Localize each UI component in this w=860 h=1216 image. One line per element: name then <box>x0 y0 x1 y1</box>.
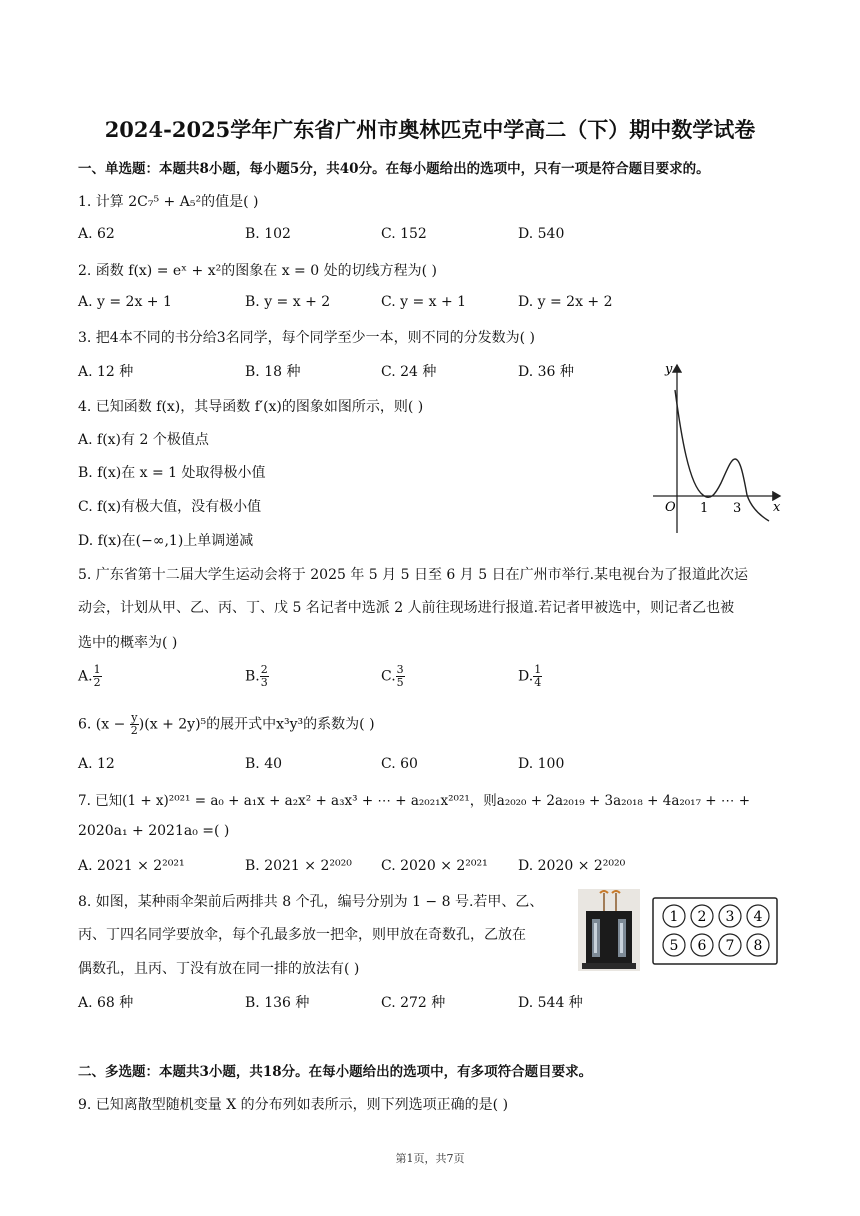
derivative-curve <box>675 390 769 521</box>
q5-option-d: D. $\frac{1}{4}$ <box>518 663 542 689</box>
q8-option-a: A. 68 种 <box>78 995 134 1011</box>
x-axis-label: x <box>773 500 781 515</box>
q3-option-c: C. 24 种 <box>381 364 437 380</box>
hole-2: 2 <box>697 909 707 925</box>
q2-stem: 2. 函数 f(x) = eˣ + x²的图象在 x = 0 处的切线方程为( ) <box>78 263 437 279</box>
q4-option-c: C. f(x)有极大值，没有极小值 <box>78 499 262 515</box>
umbrella-stand-photo <box>578 889 640 971</box>
q2-option-a: A. y = 2x + 1 <box>78 294 172 310</box>
q5-option-b: B. $\frac{2}{3}$ <box>245 663 268 689</box>
q5-option-c: C. $\frac{3}{5}$ <box>381 663 404 689</box>
tick-label-3: 3 <box>733 501 742 516</box>
q3-option-a: A. 12 种 <box>78 364 134 380</box>
q1-stem: 1. 计算 2C₇⁵ + A₅²的值是( ) <box>78 194 259 210</box>
q5-line-2: 动会，计划从甲、乙、丙、丁、戊 5 名记者中选派 2 人前往现场进行报道.若记者甲被选中，则记者乙也被 <box>78 600 735 616</box>
q8-option-b: B. 136 种 <box>245 995 310 1011</box>
q6-option-d: D. 100 <box>518 756 565 772</box>
hole-8: 8 <box>753 938 763 954</box>
q2-option-b: B. y = x + 2 <box>245 294 331 310</box>
q1-option-a: A. 62 <box>78 226 115 242</box>
q8-option-c: C. 272 种 <box>381 995 446 1011</box>
q2-option-c: C. y = x + 1 <box>381 294 467 310</box>
q4-stem: 4. 已知函数 f(x)，其导函数 f′(x)的图象如图所示，则( ) <box>78 399 424 415</box>
hole-6: 6 <box>697 938 707 954</box>
q5-option-a: A. $\frac{1}{2}$ <box>78 663 101 689</box>
q7-option-a: A. 2021 × 2²⁰²¹ <box>78 858 185 874</box>
page-title: 2024-2025学年广东省广州市奥林匹克中学高二（下）期中数学试卷 <box>104 117 756 142</box>
hole-7: 7 <box>725 938 735 954</box>
page-footer: 第1页，共7页 <box>395 1152 465 1165</box>
q7-line-1: 7. 已知(1 + x)²⁰²¹ = a₀ + a₁x + a₂x² + a₃x³ + ⋯ + a₂₀₂₁x²⁰²¹，则a₂₀₂₀ + 2a₂₀₁₉ + 3a₂₀₁₈ + 4a₂₀₁₇ + ⋯ + <box>78 793 751 809</box>
section-1-header: 一、单选题：本题共8小题，每小题5分，共40分。在每小题给出的选项中，只有一项是符合题目要求的。 <box>78 161 710 177</box>
q7-line-2: 2020a₁ + 2021a₀ =( ) <box>78 823 230 839</box>
q2-option-d: D. y = 2x + 2 <box>518 294 613 310</box>
hole-5: 5 <box>669 938 679 954</box>
q1-option-d: D. 540 <box>518 226 565 242</box>
q3-option-b: B. 18 种 <box>245 364 301 380</box>
q8-option-d: D. 544 种 <box>518 995 583 1011</box>
hole-4: 4 <box>753 909 763 925</box>
q5-line-1: 5. 广东省第十二届大学生运动会将于 2025 年 5 月 5 日至 6 月 5 日在广州市举行.某电视台为了报道此次运 <box>78 567 749 583</box>
q6-option-b: B. 40 <box>245 756 283 772</box>
q7-option-d: D. 2020 × 2²⁰²⁰ <box>518 858 626 874</box>
y-axis-label: y <box>665 362 673 377</box>
q3-stem: 3. 把4本不同的书分给3名同学，每个同学至少一本，则不同的分发数为( ) <box>78 330 535 346</box>
hole-1: 1 <box>669 909 679 925</box>
q1-option-b: B. 102 <box>245 226 291 242</box>
q7-option-b: B. 2021 × 2²⁰²⁰ <box>245 858 352 874</box>
q7-option-c: C. 2020 × 2²⁰²¹ <box>381 858 488 874</box>
q4-option-a: A. f(x)有 2 个极值点 <box>78 432 209 448</box>
q8-line-3: 偶数孔，且丙、丁没有放在同一排的放法有( ) <box>78 961 360 977</box>
section-2-header: 二、多选题：本题共3小题，共18分。在每小题给出的选项中，有多项符合题目要求。 <box>78 1064 593 1080</box>
q9-stem: 9. 已知离散型随机变量 X 的分布列如表所示，则下列选项正确的是( ) <box>78 1097 509 1113</box>
tick-label-1: 1 <box>700 501 709 516</box>
q8-line-2: 丙、丁四名同学要放伞，每个孔最多放一把伞，则甲放在奇数孔，乙放在 <box>78 927 526 943</box>
q8-line-1: 8. 如图，某种雨伞架前后两排共 8 个孔，编号分别为 1 − 8 号.若甲、乙、 <box>78 894 544 910</box>
q4-option-d: D. f(x)在(−∞,1)上单调递减 <box>78 533 254 549</box>
q4-option-b: B. f(x)在 x = 1 处取得极小值 <box>78 465 266 481</box>
q6-stem: 6. (x − $\frac{y}{2}$ )(x + 2y)⁵的展开式中x³y³的系数为( ) <box>78 711 375 737</box>
hole-layout-diagram <box>652 897 778 965</box>
origin-label: O <box>665 500 676 515</box>
q5-line-3: 选中的概率为( ) <box>78 635 178 651</box>
q1-option-c: C. 152 <box>381 226 427 242</box>
derivative-graph <box>645 355 785 540</box>
q3-option-d: D. 36 种 <box>518 364 574 380</box>
q6-option-c: C. 60 <box>381 756 418 772</box>
hole-3: 3 <box>725 909 735 925</box>
q6-option-a: A. 12 <box>78 756 115 772</box>
